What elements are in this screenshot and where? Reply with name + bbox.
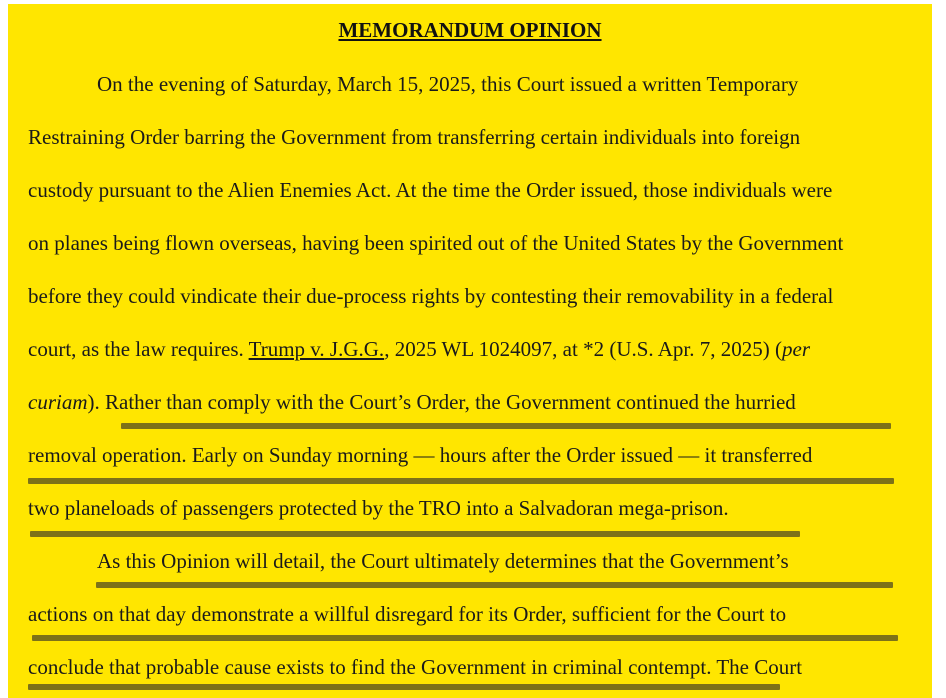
line-6-text-post: , 2025 WL 1024097, at *2 (U.S. Apr. 7, 2025) ( [384, 337, 782, 361]
case-citation-link: Trump v. J.G.G. [248, 337, 385, 361]
text-line-9: two planeloads of passengers protected by the TRO into a Salvadoran mega-prison. [28, 496, 729, 520]
text-line-8: removal operation. Early on Sunday morning — hours after the Order issued — it transferred [28, 443, 813, 467]
text-line-10: As this Opinion will detail, the Court ultimately determines that the Government’s [97, 549, 789, 573]
text-line-11: actions on that day demonstrate a willful disregard for its Order, sufficient for the Court to [28, 602, 787, 626]
highlight-bar-6 [28, 684, 780, 690]
text-line-2: Restraining Order barring the Government from transferring certain individuals into foreign [28, 125, 801, 149]
text-line-3: custody pursuant to the Alien Enemies Act. At the time the Order issued, those individuals were [28, 178, 833, 202]
highlight-bar-3 [30, 531, 800, 537]
highlight-bar-5 [32, 635, 898, 641]
line-6-text-pre: court, as the law requires. [28, 337, 249, 361]
text-line-7 [28, 390, 796, 415]
highlight-bar-2 [28, 478, 894, 484]
text-line-5: before they could vindicate their due-process rights by contesting their removability in a federal [28, 284, 834, 308]
document-title: MEMORANDUM OPINION [338, 18, 602, 42]
highlight-bar-4 [96, 582, 893, 588]
line-7-text: ). Rather than comply with the Court’s Order, the Government continued the hurried [87, 390, 796, 414]
text-line-6 [28, 337, 810, 362]
text-line-1: On the evening of Saturday, March 15, 2025, this Court issued a written Temporary [97, 72, 799, 96]
text-line-4: on planes being flown overseas, having been spirited out of the United States by the Government [28, 231, 844, 255]
latin-phrase-end: curiam [28, 390, 88, 414]
highlight-bar-1 [121, 423, 891, 429]
document-page [8, 4, 932, 698]
latin-phrase-start: per [782, 337, 810, 361]
text-line-12: conclude that probable cause exists to find the Government in criminal contempt. The Court [28, 655, 803, 679]
